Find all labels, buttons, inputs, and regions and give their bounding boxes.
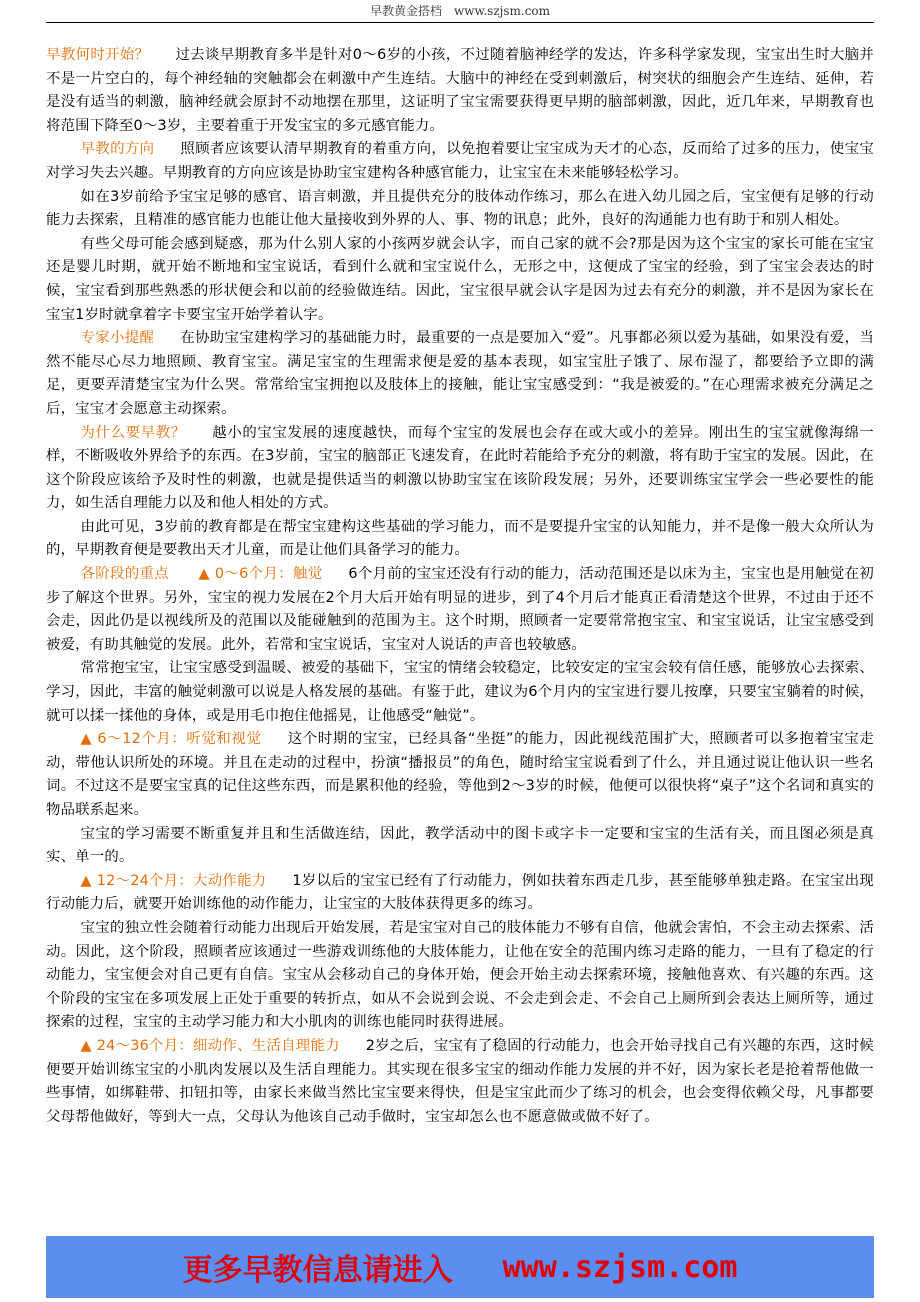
paragraph [46, 657, 874, 728]
section-heading: 早教何时开始？ [46, 47, 150, 63]
paragraph-text: 照顾者应该要认清早期教育的着重方向，以免抱着要让宝宝成为天才的心态，反而给了过多的压力，使宝宝对学习失去兴趣。早期教育的方向应该是协助宝宝建构各种感官能力，让宝宝在未来能够轻松学习。 [46, 141, 874, 181]
paragraph-text: 在协助宝宝建构学习的基础能力时，最重要的一点是要加入“爱”。凡事都必须以爱为基础，如果没有爱，当然不能尽心尽力地照顾、教育宝宝。满足宝宝的生理需求便是爱的基本表现，如宝宝肚子饿了、尿布湿了，都要给予立即的满足，更要弄清楚宝宝为什么哭。常常给宝宝拥抱以及肢体上的接触，能让宝宝感受到：“我是被爱的。”在心理需求被充分满足之后，宝宝才会愿意主动探索。 [46, 330, 874, 417]
paragraph-text: 过去谈早期教育多半是针对0～6岁的小孩，不过随着脑神经学的发达，许多科学家发现，宝宝出生时大脑并不是一片空白的，每个神经轴的突触都会在刺激中产生连结。大脑中的神经在受到刺激后，树突状的细胞会产生连结、延伸，若是没有适当的刺激，脑神经就会原封不动地摆在那里，这证明了宝宝需要获得更早期的脑部刺激，因此，近几年来，早期教育也将范围下降至0～3岁，主要着重于开发宝宝的多元感官能力。 [46, 47, 874, 134]
paragraph [46, 1035, 874, 1129]
article-body [46, 44, 874, 1129]
paragraph [46, 728, 874, 822]
paragraph [46, 186, 874, 233]
paragraph [46, 327, 874, 421]
paragraph [46, 917, 874, 1035]
section-heading: ▲ 6～12个月：听觉和视觉 [80, 731, 262, 748]
paragraph-text: 越小的宝宝发展的速度越快，而每个宝宝的发展也会存在或大或小的差异。刚出生的宝宝就像海绵一样，不断吸收外界给予的东西。在3岁前，宝宝的脑部正飞速发育，在此时若能给予充分的刺激，将有助于宝宝的发展。因此，在这个阶段应该给予及时性的刺激，也就是提供适当的刺激以协助宝宝在该阶段发展；另外，还要训练宝宝学会一些必要性的能力，如生活自理能力以及和他人相处的方式。 [46, 424, 874, 512]
paragraph-text: 宝宝的学习需要不断重复并且和生活做连结，因此，教学活动中的图卡或字卡一定要和宝宝的生活有关，而且图必须是真实、单一的。 [46, 825, 874, 866]
header-text: 早教黄金搭档 www.szjsm.com [369, 4, 551, 18]
paragraph [46, 44, 874, 138]
paragraph-text: 这个时期的宝宝，已经具备“坐挺”的能力，因此视线范围扩大，照顾者可以多抱着宝宝走动，带他认识所处的环境。并且在走动的过程中，扮演“播报员”的角色，随时给宝宝说看到了什么，并且通过说让他认识一些名词。不过这不是要宝宝真的记住这些东西，而是累积他的经验，等他到2～3岁的时候，他便可以很快将“桌子”这个名词和真实的物品联系起来。 [46, 731, 874, 818]
paragraph [46, 870, 874, 917]
paragraph [46, 516, 874, 563]
section-heading: ▲ 24～36个月：细动作、生活自理能力 [80, 1037, 340, 1054]
banner-link[interactable]: www.szjsm.com [502, 1249, 738, 1285]
section-heading: 为什么要早教？ [80, 424, 186, 441]
section-heading: 专家小提醒 [80, 330, 155, 347]
section-heading: 各阶段的重点 ▲ 0～6个月：触觉 [80, 566, 323, 583]
paragraph-text: 2岁之后，宝宝有了稳固的行动能力，也会开始寻找自己有兴趣的东西，这时候便要开始训练宝宝的小肌肉发展以及生活自理能力。其实现在很多宝宝的细动作能力发展的并不好，因为家长老是抢着帮他做一些事情，如绑鞋带、扣钮扣等，由家长来做当然比宝宝要来得快，但是宝宝此而少了练习的机会，也会变得依赖父母，凡事都要父母帮他做好，等到大一点，父母认为他该自己动手做时，宝宝却怎么也不愿意做或做不好了。 [46, 1037, 874, 1125]
paragraph-text: 6个月前的宝宝还没有行动的能力，活动范围还是以床为主，宝宝也是用触觉在初步了解这个世界。另外，宝宝的视力发展在2个月大后开始有明显的进步，到了4个月后才能真正看清楚这个世界，不过由于还不会走，因此仍是以视线所及的范围以及能碰触到的范围为主。这个时期，照顾者一定要常常抱宝宝、和宝宝说话，让宝宝感受到被爱，有助其触觉的发展。此外，若常和宝宝说话，宝宝对人说话的声音也较敏感。 [46, 566, 874, 653]
page-header [46, 0, 874, 23]
paragraph [46, 138, 874, 185]
paragraph [46, 422, 874, 516]
paragraph [46, 563, 874, 657]
banner-text: 更多早教信息请进入 [182, 1253, 453, 1288]
paragraph-text: 由此可见，3岁前的教育都是在帮宝宝建构这些基础的学习能力，而不是要提升宝宝的认知能力，并不是像一般大众所认为的，早期教育便是要教出天才儿童，而是让他们具备学习的能力。 [46, 518, 874, 559]
paragraph-text: 有些父母可能会感到疑惑，那为什么别人家的小孩两岁就会认字，而自己家的就不会?那是因为这个宝宝的家长可能在宝宝还是婴儿时期，就开始不断地和宝宝说话，看到什么就和宝宝说什么，无形之中，这便成了宝宝的经验，到了宝宝会表达的时候，宝宝看到那些熟悉的形状便会和以前的经验做连结。因此，宝宝很早就会认字是因为过去有充分的刺激，并不是因为家长在宝宝1岁时就拿着字卡要宝宝开始学着认字。 [46, 235, 874, 323]
paragraph-text: 如在3岁前给予宝宝足够的感官、语言刺激，并且提供充分的肢体动作练习，那么在进入幼儿园之后，宝宝便有足够的行动能力去探索，且精准的感官能力也能让他大量接收到外界的人、事、物的讯息；此外，良好的沟通能力也有助于和别人相处。 [46, 188, 874, 229]
paragraph-text: 宝宝的独立性会随着行动能力出现后开始发展，若是宝宝对自己的肢体能力不够有自信，他就会害怕，不会主动去探索、活动。因此，这个阶段，照顾者应该通过一些游戏训练他的大肢体能力，让他在安全的范围内练习走路的能力，一旦有了稳定的行动能力，宝宝便会对自己更有自信。宝宝从会移动自己的身体开始，便会开始主动去探索环境，接触他喜欢、有兴趣的东西。这个阶段的宝宝在多项发展上正处于重要的转折点，如从不会说到会说、不会走到会走、不会自己上厕所到会表达上厕所等，通过探索的过程，宝宝的主动学习能力和大小肌肉的训练也能同时获得进展。 [46, 919, 874, 1031]
paragraph [46, 823, 874, 870]
paragraph [46, 233, 874, 327]
section-heading: ▲ 12～24个月：大动作能力 [80, 872, 267, 889]
paragraph-text: 1岁以后的宝宝已经有了行动能力，例如扶着东西走几步，甚至能够单独走路。在宝宝出现行动能力后，就要开始训练他的动作能力，让宝宝的大肢体获得更多的练习。 [46, 872, 874, 913]
section-heading: 早教的方向 [80, 141, 155, 158]
promo-banner[interactable] [46, 1236, 874, 1298]
paragraph-text: 常常抱宝宝，让宝宝感受到温暖、被爱的基础下，宝宝的情绪会较稳定，比较安定的宝宝会较有信任感，能够放心去探索、学习，因此，丰富的触觉刺激可以说是人格发展的基础。有鉴于此，建议为6个月内的宝宝进行婴儿按摩，只要宝宝躺着的时候，就可以揉一揉他的身体，或是用毛巾抱住他摇晃，让他感受“触觉”。 [46, 660, 874, 724]
